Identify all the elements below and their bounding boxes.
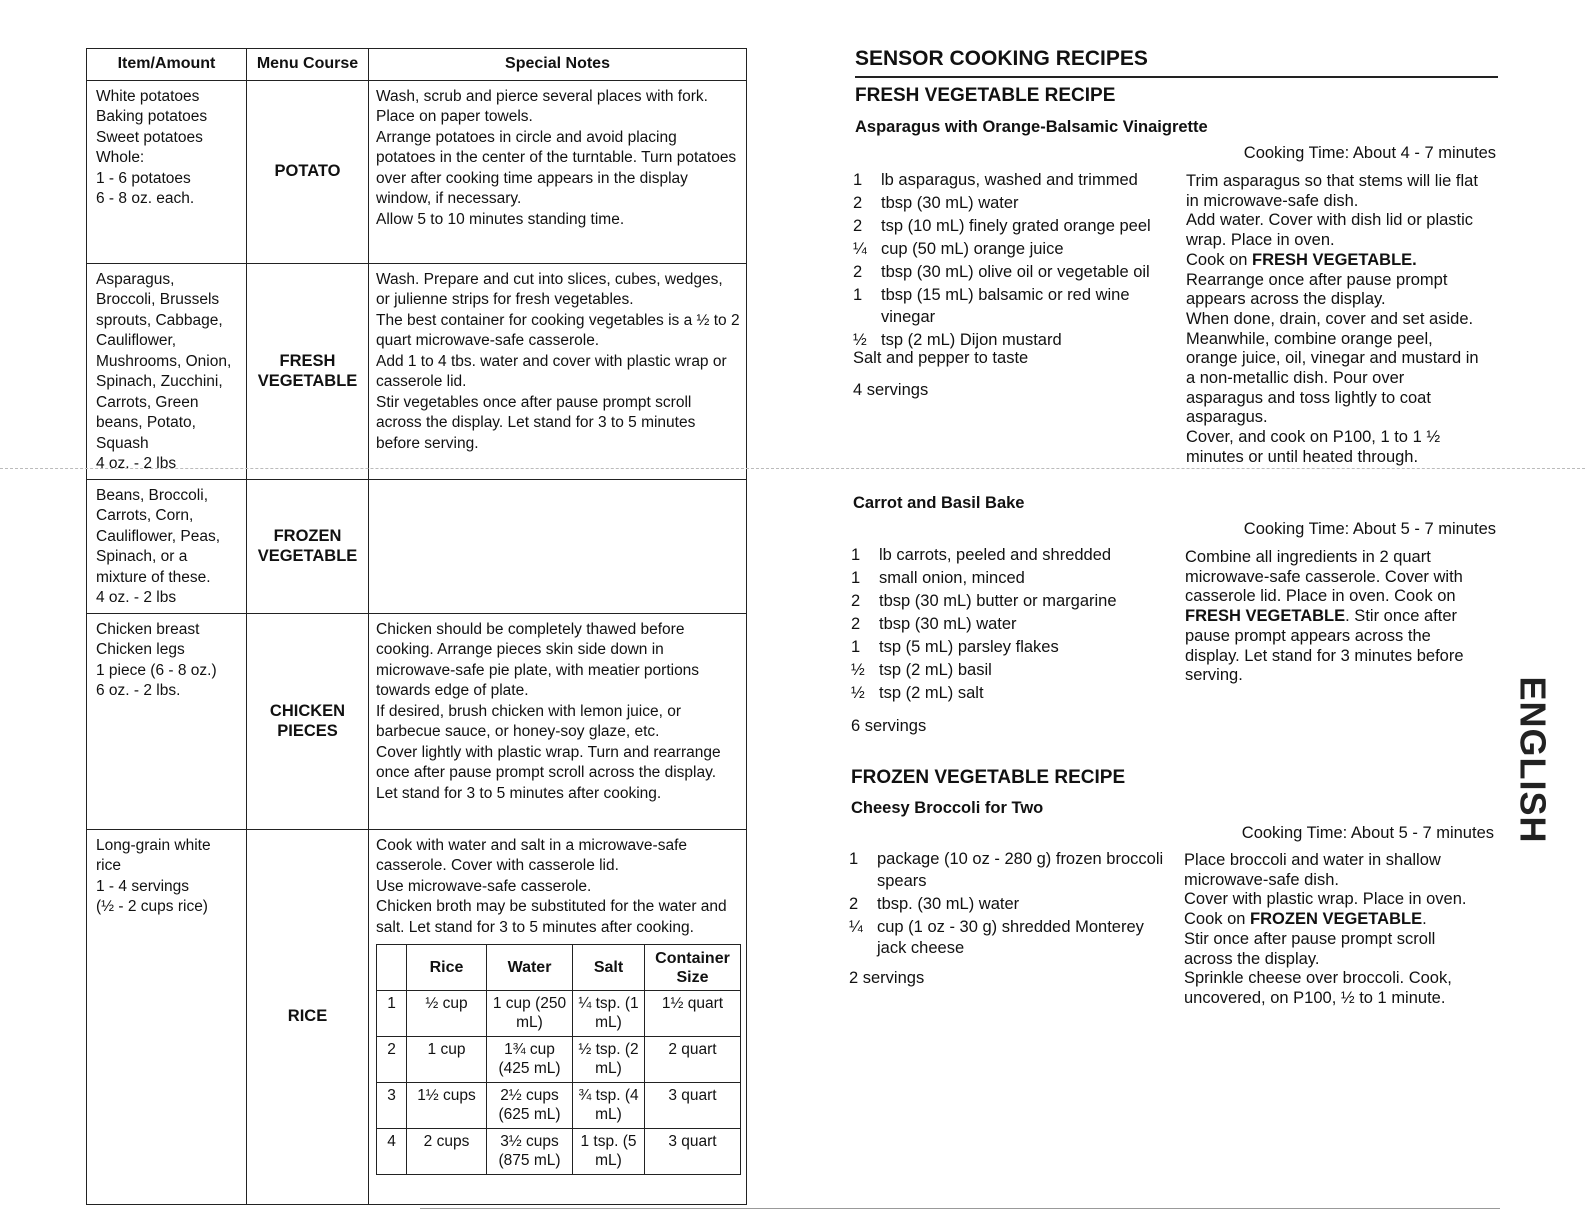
special-notes-cell — [369, 829, 747, 1204]
ingredient-item — [851, 683, 1171, 705]
rice-table-row — [377, 991, 741, 1037]
direction-line — [1186, 428, 1506, 448]
direction-line — [1186, 349, 1506, 369]
ingredient-quantity: ½ — [851, 684, 865, 702]
item-line: Carrots, Corn, — [96, 507, 194, 524]
menu-course-label: RICE — [287, 1007, 328, 1026]
header-item-amount: Item/Amount — [87, 49, 247, 81]
item-line: 1 - 4 servings — [96, 877, 190, 895]
item-amount-cell — [87, 613, 247, 829]
item-line: Sweet potatoes — [96, 128, 203, 146]
menu-course-label: FROZEN — [273, 526, 342, 545]
ingredient-quantity: 1 — [853, 171, 863, 189]
direction-text: a non-metallic dish. Pour over — [1186, 369, 1405, 388]
item-line: 4 oz. - 2 lbs — [96, 455, 177, 472]
ingredient-item — [853, 285, 1173, 328]
rice-table-cell: 1 — [377, 991, 407, 1037]
direction-text: Stir once after pause prompt scroll — [1184, 929, 1436, 948]
special-notes-cell — [369, 263, 747, 479]
direction-text: Combine all ingredients in 2 quart — [1185, 548, 1431, 566]
cooking-time-carrot: Cooking Time: About 5 - 7 minutes — [1243, 520, 1496, 538]
item-line: Chicken breast — [96, 620, 200, 638]
special-notes-cell — [369, 613, 747, 829]
ingredient-text: tsp (10 mL) finely grated orange peel — [881, 217, 1151, 235]
ingredient-text: tbsp. (30 mL) water — [877, 894, 1020, 913]
note-paragraph: Cook with water and salt in a microwave-safe casserole. Cover with casserole lid. — [376, 836, 687, 874]
ingredient-quantity: 2 — [853, 263, 863, 281]
note-paragraph: If desired, brush chicken with lemon juice, or barbecue sauce, or honey-soy glaze, etc. — [376, 702, 681, 740]
rice-table-cell: 3 quart — [645, 1083, 741, 1129]
table-row — [87, 80, 747, 263]
ingredient-item — [853, 193, 1173, 215]
frozen-vegetable-heading: FROZEN VEGETABLE RECIPE — [851, 767, 1126, 788]
item-line: Whole: — [96, 149, 145, 166]
note-paragraph: Cover lightly with plastic wrap. Turn and rearrange once after pause prompt scroll across the display. Let stand for 3 to 5 minutes after cooking. — [376, 743, 721, 802]
section-title: SENSOR COOKING RECIPES — [855, 46, 1498, 78]
ingredient-quantity: 2 — [851, 592, 861, 610]
direction-text: across the display. — [1184, 949, 1320, 968]
menu-course-cell — [247, 479, 369, 613]
direction-text: microwave-safe dish. — [1184, 870, 1339, 889]
direction-text: appears across the display. — [1186, 290, 1386, 309]
direction-line — [1185, 548, 1505, 568]
rice-table-cell: 2 cups — [407, 1129, 487, 1175]
rice-table-cell: ½ tsp. (2 mL) — [573, 1037, 645, 1083]
ingredient-item — [853, 262, 1173, 284]
ingredient-item — [851, 545, 1171, 567]
rice-quantity-table — [376, 944, 741, 1175]
rice-table-row — [377, 1037, 741, 1083]
rice-table-cell: 1¾ cup (425 mL) — [487, 1037, 573, 1083]
rice-table-cell: 3½ cups (875 mL) — [487, 1129, 573, 1175]
item-line: Spinach, or a — [96, 548, 188, 565]
ingredient-item — [853, 170, 1173, 192]
direction-text: . — [1422, 910, 1427, 929]
direction-text: wrap. Place in oven. — [1186, 231, 1335, 250]
menu-course-reference: FROZEN VEGETABLE — [1250, 910, 1423, 929]
directions-carrot — [1185, 548, 1505, 686]
item-amount-cell — [87, 479, 247, 613]
servings-broccoli: 2 servings — [849, 969, 925, 987]
rice-table-cell: 1½ cups — [407, 1083, 487, 1129]
item-line: 6 - 8 oz. each. — [96, 190, 195, 207]
item-line: Asparagus, — [96, 270, 175, 288]
ingredient-quantity: ¼ — [849, 917, 863, 936]
direction-text: orange juice, oil, vinegar and mustard in — [1186, 349, 1479, 368]
note-paragraph: Chicken broth may be substituted for the water and salt. Let stand for 3 to 5 minutes after cooking. — [376, 898, 727, 936]
direction-text: Cook on — [1186, 250, 1253, 269]
direction-text: casserole lid. Place in oven. Cook on — [1185, 587, 1456, 606]
item-amount-cell — [87, 80, 247, 263]
ingredient-text: small onion, minced — [879, 569, 1025, 587]
direction-text: Cover with plastic wrap. Place in oven. — [1184, 890, 1467, 909]
menu-course-label: CHICKEN — [269, 701, 346, 720]
special-notes-cell — [369, 80, 747, 263]
direction-line — [1186, 231, 1506, 251]
direction-text: Rearrange once after pause prompt — [1186, 270, 1448, 289]
direction-line — [1184, 989, 1504, 1009]
direction-line — [1185, 587, 1505, 607]
ingredient-quantity: 1 — [849, 850, 859, 868]
direction-line — [1184, 890, 1504, 910]
direction-line — [1185, 627, 1505, 647]
direction-text: display. Let stand for 3 minutes before — [1185, 646, 1464, 665]
direction-line — [1186, 211, 1506, 231]
direction-line — [1184, 871, 1504, 891]
item-line: Broccoli, Brussels — [96, 291, 220, 308]
ingredient-text: cup (1 oz - 30 g) shredded Monterey jack cheese — [877, 917, 1144, 957]
note-paragraph: Stir vegetables once after pause prompt scroll across the display. Let stand for 3 to 5 minutes before serving. — [376, 393, 696, 452]
direction-line — [1186, 290, 1506, 310]
rice-table-header: Rice — [407, 945, 487, 991]
ingredient-quantity: 2 — [853, 217, 863, 235]
direction-text: serving. — [1185, 666, 1243, 685]
note-paragraph: Use microwave-safe casserole. — [376, 877, 592, 895]
rice-table-header — [377, 945, 407, 991]
special-notes-cell — [369, 479, 747, 613]
direction-line — [1186, 172, 1506, 192]
direction-text: uncovered, on P100, ½ to 1 minute. — [1184, 988, 1446, 1007]
direction-line — [1186, 369, 1506, 389]
ingredient-item — [849, 917, 1169, 960]
note-paragraph: The best container for cooking vegetables is a ½ to 2 quart microwave-safe casserole. — [376, 311, 740, 349]
rice-table-cell: 1½ quart — [645, 991, 741, 1037]
note-paragraph: Arrange potatoes in circle and avoid placing potatoes in the center of the turntable. Turn potatoes over after cooking time appears in the display window, if necessary. — [376, 128, 737, 207]
item-line: mixture of these. — [96, 568, 211, 586]
item-amount-cell — [87, 263, 247, 479]
ingredient-text: tbsp (30 mL) butter or margarine — [879, 592, 1117, 610]
recipe-title-carrot: Carrot and Basil Bake — [853, 494, 1025, 512]
direction-line — [1186, 448, 1506, 468]
item-line: (½ - 2 cups rice) — [96, 898, 208, 915]
ingredient-item — [851, 660, 1171, 682]
rice-table-cell: 1 tsp. (5 mL) — [573, 1129, 645, 1175]
note-paragraph: Add 1 to 4 tbs. water and cover with plastic wrap or casserole lid. — [376, 352, 727, 390]
ingredient-quantity: 1 — [853, 286, 863, 304]
menu-course-label: FRESH — [279, 351, 336, 370]
ingredient-text: tsp (2 mL) salt — [879, 684, 984, 702]
item-line: sprouts, Cabbage, — [96, 311, 223, 329]
table-row — [87, 613, 747, 829]
direction-line — [1184, 851, 1504, 871]
ingredient-item — [853, 239, 1173, 261]
direction-text: Sprinkle cheese over broccoli. Cook, — [1184, 969, 1452, 988]
directions-broccoli — [1184, 851, 1504, 1009]
rice-table-cell: 2½ cups (625 mL) — [487, 1083, 573, 1129]
direction-text: Cover, and cook on P100, 1 to 1 ½ — [1186, 428, 1441, 447]
ingredient-quantity: 2 — [853, 194, 863, 212]
language-side-tab — [1512, 665, 1552, 855]
direction-line — [1186, 271, 1506, 291]
direction-line — [1186, 251, 1506, 271]
menu-course-cell — [247, 613, 369, 829]
table-row — [87, 263, 747, 479]
rice-table-cell: 3 — [377, 1083, 407, 1129]
direction-text: Add water. Cover with dish lid or plastic — [1186, 211, 1474, 230]
sensor-cooking-table — [86, 48, 747, 1205]
item-line: Cauliflower, — [96, 332, 177, 349]
item-line: rice — [96, 857, 121, 874]
recipe-title-broccoli: Cheesy Broccoli for Two — [851, 799, 1044, 817]
ingredient-item — [849, 894, 1169, 916]
ingredient-quantity: ¼ — [853, 240, 867, 258]
menu-course-label: POTATO — [274, 162, 341, 181]
menu-course-cell — [247, 263, 369, 479]
rice-table-cell: 2 — [377, 1037, 407, 1083]
ingredient-text: tsp (2 mL) Dijon mustard — [881, 330, 1062, 349]
direction-text: asparagus. — [1186, 408, 1268, 427]
rice-table-cell: 2 quart — [645, 1037, 741, 1083]
direction-text: . Stir once after — [1345, 607, 1458, 626]
rice-table-cell: 3 quart — [645, 1129, 741, 1175]
item-line: 6 oz. - 2 lbs. — [96, 682, 181, 699]
ingredient-item — [851, 614, 1171, 636]
ingredient-item — [853, 216, 1173, 238]
item-line: Cauliflower, Peas, — [96, 527, 221, 545]
item-line: Spinach, Zucchini, — [96, 373, 223, 390]
rice-table-header-row — [377, 945, 741, 991]
menu-course-cell — [247, 829, 369, 1204]
ingredient-text: tsp (2 mL) basil — [879, 661, 992, 679]
scan-bottom-line — [420, 1208, 1500, 1209]
direction-text: Trim asparagus so that stems will lie flat — [1186, 172, 1478, 190]
rice-table-header: Water — [487, 945, 573, 991]
note-paragraph: Place on paper towels. — [376, 108, 533, 125]
item-line: 1 piece (6 - 8 oz.) — [96, 661, 217, 679]
fresh-vegetable-heading: FRESH VEGETABLE RECIPE — [855, 85, 1116, 106]
ingredient-text: tbsp (30 mL) water — [881, 194, 1019, 212]
ingredient-list-broccoli — [849, 849, 1169, 961]
table-row — [87, 479, 747, 613]
ingredient-quantity: 1 — [851, 569, 861, 587]
cooking-time-asparagus: Cooking Time: About 4 - 7 minutes — [1243, 144, 1496, 162]
direction-line — [1185, 568, 1505, 588]
direction-line — [1185, 607, 1505, 627]
menu-course-reference: FRESH VEGETABLE. — [1252, 250, 1417, 269]
ingredient-list-carrot — [851, 545, 1171, 706]
rice-table-cell: ¾ tsp. (4 mL) — [573, 1083, 645, 1129]
ingredient-quantity: 1 — [851, 546, 861, 564]
ingredient-text: tbsp (15 mL) balsamic or red wine vinegar — [881, 286, 1130, 326]
direction-text: Cook on — [1184, 910, 1251, 929]
item-line: Carrots, Green — [96, 393, 199, 411]
note-paragraph: Chicken should be completely thawed before cooking. Arrange pieces skin side down in microwave-safe pie plate, with meatier portions towards edge of plate. — [376, 620, 700, 699]
menu-course-reference: FRESH VEGETABLE — [1185, 607, 1346, 626]
rice-table-row — [377, 1129, 741, 1175]
direction-text: Meanwhile, combine orange peel, — [1186, 329, 1433, 348]
cooking-time-broccoli: Cooking Time: About 5 - 7 minutes — [1241, 824, 1494, 842]
ingredient-quantity: 2 — [851, 615, 861, 633]
rice-table-row — [377, 1083, 741, 1129]
ingredient-text: tbsp (30 mL) water — [879, 615, 1017, 633]
note-paragraph: Wash, scrub and pierce several places with fork. — [376, 87, 708, 105]
direction-line — [1184, 930, 1504, 950]
item-amount-cell — [87, 829, 247, 1204]
direction-text: Place broccoli and water in shallow — [1184, 851, 1441, 869]
ingredient-text: cup (50 mL) orange juice — [881, 240, 1064, 258]
ingredient-item — [851, 637, 1171, 659]
rice-table-cell: 1 cup — [407, 1037, 487, 1083]
item-line: Baking potatoes — [96, 108, 208, 125]
menu-course-label: VEGETABLE — [257, 372, 358, 390]
recipe-title-asparagus: Asparagus with Orange-Balsamic Vinaigrette — [855, 118, 1208, 136]
direction-text: microwave-safe casserole. Cover with — [1185, 567, 1463, 586]
menu-course-label: PIECES — [277, 722, 338, 740]
item-line: Squash — [96, 434, 149, 452]
ingredient-text: lb carrots, peeled and shredded — [879, 546, 1112, 564]
ingredient-list-asparagus — [853, 170, 1173, 353]
direction-line — [1186, 408, 1506, 428]
direction-line — [1184, 950, 1504, 970]
language-label: ENGLISH — [1512, 676, 1554, 844]
note-paragraph: Allow 5 to 10 minutes standing time. — [376, 210, 625, 228]
menu-course-label: VEGETABLE — [257, 547, 358, 565]
table-header-row — [87, 49, 747, 81]
direction-text: asparagus and toss lightly to coat — [1186, 388, 1431, 407]
direction-line — [1186, 330, 1506, 350]
direction-line — [1184, 910, 1504, 930]
item-line: Chicken legs — [96, 641, 185, 658]
item-line: Mushrooms, Onion, — [96, 352, 232, 370]
table-row — [87, 829, 747, 1204]
sensor-table-body — [87, 80, 747, 1204]
salt-pepper-note: Salt and pepper to taste — [853, 349, 1029, 367]
header-menu-course: Menu Course — [247, 49, 369, 81]
directions-asparagus — [1186, 172, 1506, 468]
ingredient-quantity: 1 — [851, 638, 861, 656]
rice-table-cell: 1 cup (250 mL) — [487, 991, 573, 1037]
rice-table-cell: ½ cup — [407, 991, 487, 1037]
direction-line — [1186, 310, 1506, 330]
item-line: Long-grain white — [96, 836, 211, 854]
rice-table-header: Salt — [573, 945, 645, 991]
item-line: beans, Potato, — [96, 414, 196, 431]
ingredient-text: tbsp (30 mL) olive oil or vegetable oil — [881, 263, 1150, 281]
header-special-notes: Special Notes — [369, 49, 747, 81]
rice-table-cell: ¼ tsp. (1 mL) — [573, 991, 645, 1037]
ingredient-item — [851, 568, 1171, 590]
direction-line — [1185, 647, 1505, 667]
menu-course-cell — [247, 80, 369, 263]
direction-line — [1186, 389, 1506, 409]
servings-asparagus: 4 servings — [853, 381, 929, 399]
item-line: 4 oz. - 2 lbs — [96, 589, 177, 606]
rice-table-header: Container Size — [645, 945, 741, 991]
item-line: 1 - 6 potatoes — [96, 169, 191, 187]
direction-line — [1184, 969, 1504, 989]
ingredient-item — [851, 591, 1171, 613]
direction-line — [1185, 666, 1505, 686]
direction-text: in microwave-safe dish. — [1186, 191, 1359, 210]
direction-text: minutes or until heated through. — [1186, 447, 1419, 466]
ingredient-quantity: ½ — [851, 661, 865, 679]
direction-text: pause prompt appears across the — [1185, 626, 1431, 645]
ingredient-text: tsp (5 mL) parsley flakes — [879, 638, 1059, 656]
scan-fold-line — [0, 468, 1585, 469]
item-line: Beans, Broccoli, — [96, 486, 208, 504]
direction-line — [1186, 192, 1506, 212]
ingredient-text: lb asparagus, washed and trimmed — [881, 171, 1138, 189]
rice-table-cell: 4 — [377, 1129, 407, 1175]
ingredient-quantity: ½ — [853, 330, 867, 349]
direction-text: When done, drain, cover and set aside. — [1186, 309, 1474, 328]
ingredient-text: package (10 oz - 280 g) frozen broccoli spears — [877, 850, 1164, 890]
servings-carrot: 6 servings — [851, 717, 927, 735]
ingredient-item — [849, 849, 1169, 892]
ingredient-quantity: 2 — [849, 894, 859, 913]
note-paragraph: Wash. Prepare and cut into slices, cubes, wedges, or julienne strips for fresh vegetables. — [376, 270, 723, 308]
item-line: White potatoes — [96, 87, 200, 105]
